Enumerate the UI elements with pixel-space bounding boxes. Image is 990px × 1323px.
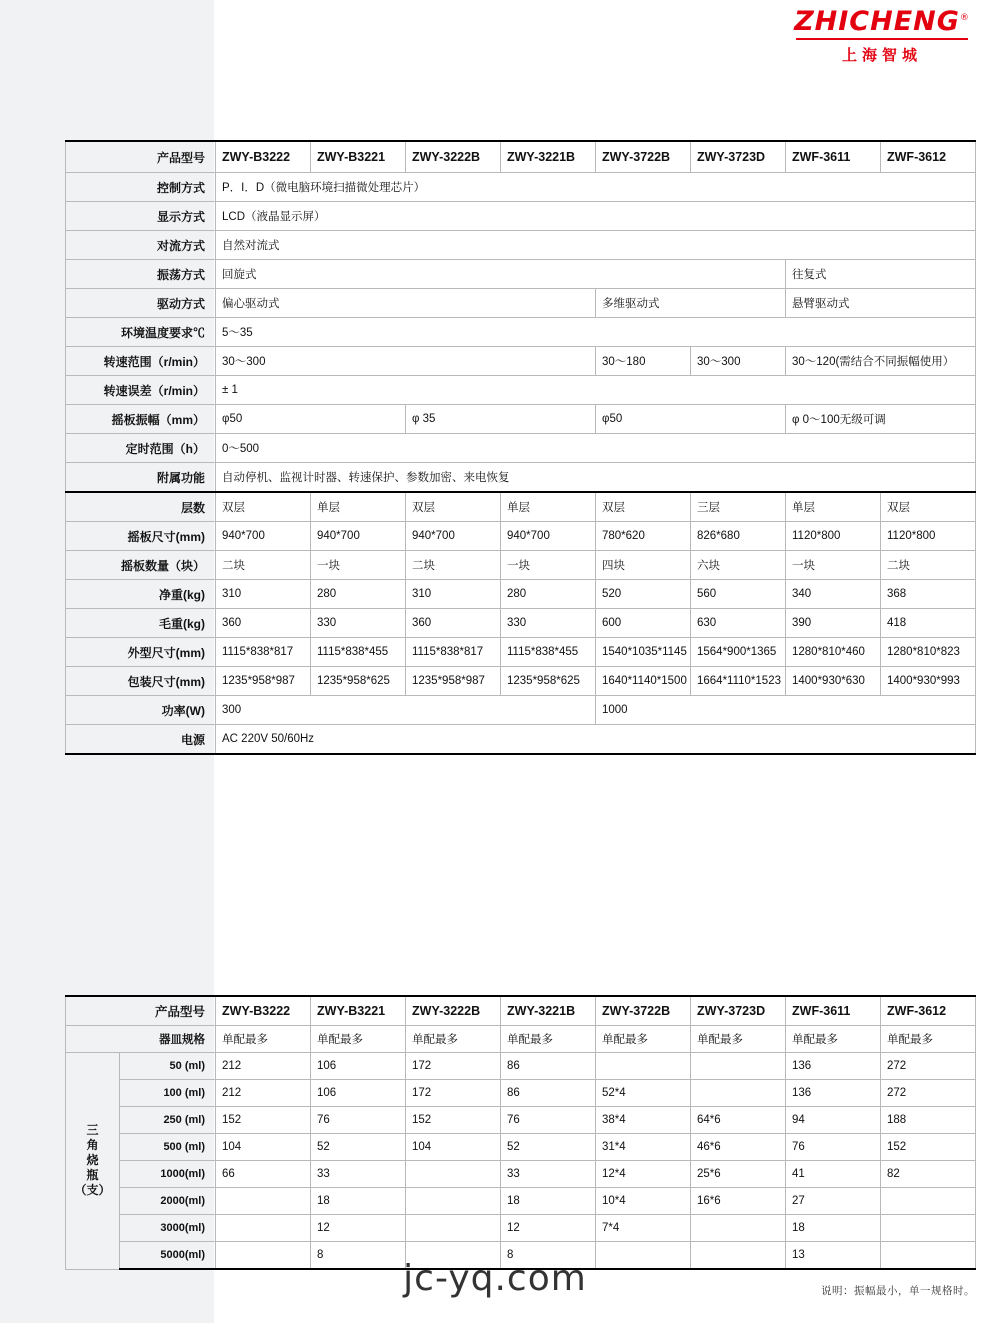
company-logo bbox=[792, 8, 972, 65]
flask-value: 16*6 bbox=[691, 1188, 786, 1215]
table-row bbox=[66, 1161, 976, 1188]
flask-header-row bbox=[66, 996, 976, 1026]
flask-value: 272 bbox=[881, 1080, 976, 1107]
row-label: 振荡方式 bbox=[66, 260, 216, 289]
row-value: 600 bbox=[596, 609, 691, 638]
row-value: 340 bbox=[786, 580, 881, 609]
flask-side-label bbox=[66, 1053, 120, 1270]
table-row bbox=[66, 347, 976, 376]
row-value: 1400*930*993 bbox=[881, 667, 976, 696]
table-row bbox=[66, 667, 976, 696]
row-value: 多维驱动式 bbox=[596, 289, 786, 318]
row-value: 二块 bbox=[216, 551, 311, 580]
flask-value: 33 bbox=[311, 1161, 406, 1188]
flask-value: 8 bbox=[311, 1242, 406, 1270]
row-label: 定时范围（h） bbox=[66, 434, 216, 463]
row-label: 层数 bbox=[66, 492, 216, 522]
table-row bbox=[66, 318, 976, 347]
row-value: 360 bbox=[406, 609, 501, 638]
row-value: 1120*800 bbox=[881, 522, 976, 551]
flask-value: 104 bbox=[216, 1134, 311, 1161]
row-value: 30～300 bbox=[216, 347, 596, 376]
spec-model-3: ZWY-3221B bbox=[501, 141, 596, 173]
row-label: 摇板数量（块） bbox=[66, 551, 216, 580]
flask-value: 152 bbox=[406, 1107, 501, 1134]
logo-registered-mark: ® bbox=[959, 13, 970, 23]
table-row bbox=[66, 173, 976, 202]
table-row bbox=[66, 231, 976, 260]
table-row bbox=[66, 580, 976, 609]
flask-value: 52*4 bbox=[596, 1080, 691, 1107]
flask-spec-value: 单配最多 bbox=[406, 1026, 501, 1053]
row-label: 摇板尺寸(mm) bbox=[66, 522, 216, 551]
row-value: 偏心驱动式 bbox=[216, 289, 596, 318]
row-label: 电源 bbox=[66, 725, 216, 755]
table-row bbox=[66, 405, 976, 434]
flask-value: 33 bbox=[501, 1161, 596, 1188]
flask-header-label: 产品型号 bbox=[66, 996, 216, 1026]
row-value: 1640*1140*1500 bbox=[596, 667, 691, 696]
flask-value: 12*4 bbox=[596, 1161, 691, 1188]
table-row bbox=[66, 434, 976, 463]
row-value: 1235*958*625 bbox=[311, 667, 406, 696]
row-value: 780*620 bbox=[596, 522, 691, 551]
flask-model-1: ZWY-B3221 bbox=[311, 996, 406, 1026]
row-value: 940*700 bbox=[216, 522, 311, 551]
flask-model-5: ZWY-3723D bbox=[691, 996, 786, 1026]
row-value: 1235*958*987 bbox=[216, 667, 311, 696]
row-value: 1400*930*630 bbox=[786, 667, 881, 696]
flask-value: 212 bbox=[216, 1053, 311, 1080]
row-value: 1280*810*460 bbox=[786, 638, 881, 667]
flask-value: 76 bbox=[786, 1134, 881, 1161]
row-value: 280 bbox=[311, 580, 406, 609]
logo-subtitle: 上海智城 bbox=[841, 47, 922, 64]
row-value: φ50 bbox=[216, 405, 406, 434]
table-row bbox=[66, 1188, 976, 1215]
flask-spec-value: 单配最多 bbox=[881, 1026, 976, 1053]
flask-value: 272 bbox=[881, 1053, 976, 1080]
flask-value: 12 bbox=[311, 1215, 406, 1242]
flask-value: 152 bbox=[216, 1107, 311, 1134]
flask-value: 212 bbox=[216, 1080, 311, 1107]
row-value: 630 bbox=[691, 609, 786, 638]
flask-value bbox=[691, 1215, 786, 1242]
table-row bbox=[66, 202, 976, 231]
flask-spec-row bbox=[66, 1026, 976, 1053]
flask-value: 104 bbox=[406, 1134, 501, 1161]
row-label: 包装尺寸(mm) bbox=[66, 667, 216, 696]
table-row bbox=[66, 1215, 976, 1242]
row-value: 回旋式 bbox=[216, 260, 786, 289]
flask-value bbox=[881, 1188, 976, 1215]
flask-value: 25*6 bbox=[691, 1161, 786, 1188]
row-value: 1115*838*817 bbox=[216, 638, 311, 667]
table-row bbox=[66, 696, 976, 725]
flask-value: 46*6 bbox=[691, 1134, 786, 1161]
flask-value: 27 bbox=[786, 1188, 881, 1215]
row-value: 三层 bbox=[691, 492, 786, 522]
flask-value bbox=[406, 1188, 501, 1215]
row-value: 双层 bbox=[216, 492, 311, 522]
row-value: 1115*838*817 bbox=[406, 638, 501, 667]
flask-value: 41 bbox=[786, 1161, 881, 1188]
side-label-char-4: （支） bbox=[74, 1183, 111, 1198]
flask-model-4: ZWY-3722B bbox=[596, 996, 691, 1026]
spec-header-row bbox=[66, 141, 976, 173]
flask-size: 250 (ml) bbox=[120, 1107, 216, 1134]
spec-model-1: ZWY-B3221 bbox=[311, 141, 406, 173]
row-value: 单层 bbox=[501, 492, 596, 522]
row-value: ± 1 bbox=[216, 376, 976, 405]
flask-size: 5000(ml) bbox=[120, 1242, 216, 1270]
flask-value: 52 bbox=[311, 1134, 406, 1161]
flask-value: 66 bbox=[216, 1161, 311, 1188]
row-label: 控制方式 bbox=[66, 173, 216, 202]
spec-model-7: ZWF-3612 bbox=[881, 141, 976, 173]
row-value: AC 220V 50/60Hz bbox=[216, 725, 976, 755]
flask-value: 172 bbox=[406, 1080, 501, 1107]
flask-spec-value: 单配最多 bbox=[596, 1026, 691, 1053]
row-label: 毛重(kg) bbox=[66, 609, 216, 638]
row-label: 外型尺寸(mm) bbox=[66, 638, 216, 667]
flask-value: 152 bbox=[881, 1134, 976, 1161]
row-value: 1280*810*823 bbox=[881, 638, 976, 667]
side-label-char-3: 瓶 bbox=[86, 1168, 99, 1183]
flask-value: 18 bbox=[311, 1188, 406, 1215]
row-value: 0～500 bbox=[216, 434, 976, 463]
table-row bbox=[66, 638, 976, 667]
row-value: 310 bbox=[406, 580, 501, 609]
flask-value bbox=[691, 1053, 786, 1080]
flask-capacity-table bbox=[65, 995, 976, 1270]
row-value: 双层 bbox=[596, 492, 691, 522]
flask-value bbox=[216, 1215, 311, 1242]
flask-spec-label: 器皿规格 bbox=[66, 1026, 216, 1053]
flask-spec-value: 单配最多 bbox=[216, 1026, 311, 1053]
row-value: 单层 bbox=[311, 492, 406, 522]
table-row bbox=[66, 1134, 976, 1161]
row-value: 1235*958*625 bbox=[501, 667, 596, 696]
table-row bbox=[66, 289, 976, 318]
table-row bbox=[66, 376, 976, 405]
row-value: 双层 bbox=[881, 492, 976, 522]
side-label-char-1: 角 bbox=[86, 1138, 99, 1153]
flask-value: 82 bbox=[881, 1161, 976, 1188]
row-value: 280 bbox=[501, 580, 596, 609]
row-value: 自然对流式 bbox=[216, 231, 976, 260]
flask-value: 136 bbox=[786, 1080, 881, 1107]
row-value: 360 bbox=[216, 609, 311, 638]
row-value: LCD（液晶显示屏） bbox=[216, 202, 976, 231]
footer-note: 说明：振幅最小，单一规格时。 bbox=[821, 1285, 975, 1297]
side-label-char-0: 三 bbox=[86, 1123, 99, 1138]
row-value: 四块 bbox=[596, 551, 691, 580]
row-label: 转速范围（r/min） bbox=[66, 347, 216, 376]
row-value: 1115*838*455 bbox=[501, 638, 596, 667]
row-value: 940*700 bbox=[406, 522, 501, 551]
row-value: 1664*1110*1523 bbox=[691, 667, 786, 696]
flask-value: 76 bbox=[501, 1107, 596, 1134]
flask-value: 106 bbox=[311, 1053, 406, 1080]
row-value: φ 0～100无级可调 bbox=[786, 405, 976, 434]
flask-value bbox=[596, 1053, 691, 1080]
flask-value: 13 bbox=[786, 1242, 881, 1270]
row-value: 1000 bbox=[596, 696, 976, 725]
flask-value: 86 bbox=[501, 1053, 596, 1080]
row-label: 附属功能 bbox=[66, 463, 216, 493]
row-label: 摇板振幅（mm） bbox=[66, 405, 216, 434]
row-value: 940*700 bbox=[501, 522, 596, 551]
spec-model-5: ZWY-3723D bbox=[691, 141, 786, 173]
flask-value: 76 bbox=[311, 1107, 406, 1134]
table-row bbox=[66, 1107, 976, 1134]
row-value: 1115*838*455 bbox=[311, 638, 406, 667]
flask-value: 12 bbox=[501, 1215, 596, 1242]
row-value: 5～35 bbox=[216, 318, 976, 347]
flask-value bbox=[881, 1215, 976, 1242]
row-value: φ50 bbox=[596, 405, 786, 434]
flask-spec-value: 单配最多 bbox=[501, 1026, 596, 1053]
row-value: P．I．D（微电脑环境扫描微处理芯片） bbox=[216, 173, 976, 202]
row-value: 368 bbox=[881, 580, 976, 609]
row-value: 二块 bbox=[406, 551, 501, 580]
row-label: 对流方式 bbox=[66, 231, 216, 260]
flask-value bbox=[216, 1188, 311, 1215]
flask-value bbox=[406, 1215, 501, 1242]
row-label: 净重(kg) bbox=[66, 580, 216, 609]
table-row bbox=[66, 725, 976, 755]
specification-table bbox=[65, 140, 976, 755]
spec-model-0: ZWY-B3222 bbox=[216, 141, 311, 173]
table-row bbox=[66, 522, 976, 551]
table-row bbox=[66, 260, 976, 289]
flask-value: 38*4 bbox=[596, 1107, 691, 1134]
flask-size: 500 (ml) bbox=[120, 1134, 216, 1161]
row-value: 330 bbox=[501, 609, 596, 638]
logo-brand-text bbox=[792, 8, 972, 35]
flask-value: 31*4 bbox=[596, 1134, 691, 1161]
flask-value: 64*6 bbox=[691, 1107, 786, 1134]
row-value: 双层 bbox=[406, 492, 501, 522]
row-label: 功率(W) bbox=[66, 696, 216, 725]
row-value: φ 35 bbox=[406, 405, 596, 434]
row-value: 826*680 bbox=[691, 522, 786, 551]
row-value: 二块 bbox=[881, 551, 976, 580]
row-value: 自动停机、监视计时器、转速保护、参数加密、来电恢复 bbox=[216, 463, 976, 493]
row-value: 30～300 bbox=[691, 347, 786, 376]
flask-value bbox=[691, 1080, 786, 1107]
flask-model-2: ZWY-3222B bbox=[406, 996, 501, 1026]
spec-header-label: 产品型号 bbox=[66, 141, 216, 173]
row-label: 驱动方式 bbox=[66, 289, 216, 318]
row-value: 单层 bbox=[786, 492, 881, 522]
flask-size: 1000(ml) bbox=[120, 1161, 216, 1188]
flask-value: 52 bbox=[501, 1134, 596, 1161]
spec-model-2: ZWY-3222B bbox=[406, 141, 501, 173]
flask-model-0: ZWY-B3222 bbox=[216, 996, 311, 1026]
flask-value: 94 bbox=[786, 1107, 881, 1134]
row-value: 往复式 bbox=[786, 260, 976, 289]
flask-value: 18 bbox=[501, 1188, 596, 1215]
row-value: 1540*1035*1145 bbox=[596, 638, 691, 667]
row-value: 悬臂驱动式 bbox=[786, 289, 976, 318]
table-row bbox=[66, 551, 976, 580]
spec-model-6: ZWF-3611 bbox=[786, 141, 881, 173]
row-value: 30～180 bbox=[596, 347, 691, 376]
flask-value: 8 bbox=[501, 1242, 596, 1270]
flask-value: 18 bbox=[786, 1215, 881, 1242]
flask-value: 10*4 bbox=[596, 1188, 691, 1215]
row-value: 330 bbox=[311, 609, 406, 638]
spec-model-4: ZWY-3722B bbox=[596, 141, 691, 173]
row-value: 520 bbox=[596, 580, 691, 609]
row-value: 1235*958*987 bbox=[406, 667, 501, 696]
row-value: 一块 bbox=[786, 551, 881, 580]
row-value: 1120*800 bbox=[786, 522, 881, 551]
table-row bbox=[66, 492, 976, 522]
logo-brand-label: ZHICHENG bbox=[794, 6, 960, 37]
flask-size: 50 (ml) bbox=[120, 1053, 216, 1080]
row-value: 418 bbox=[881, 609, 976, 638]
row-value: 390 bbox=[786, 609, 881, 638]
row-value: 六块 bbox=[691, 551, 786, 580]
row-value: 一块 bbox=[501, 551, 596, 580]
row-value: 一块 bbox=[311, 551, 406, 580]
row-label: 环境温度要求℃ bbox=[66, 318, 216, 347]
row-label: 显示方式 bbox=[66, 202, 216, 231]
flask-value: 7*4 bbox=[596, 1215, 691, 1242]
flask-spec-value: 单配最多 bbox=[691, 1026, 786, 1053]
logo-divider bbox=[796, 38, 968, 40]
table-row bbox=[66, 609, 976, 638]
flask-value: 106 bbox=[311, 1080, 406, 1107]
flask-value: 86 bbox=[501, 1080, 596, 1107]
row-value: 1564*900*1365 bbox=[691, 638, 786, 667]
flask-size: 3000(ml) bbox=[120, 1215, 216, 1242]
row-value: 300 bbox=[216, 696, 596, 725]
flask-model-6: ZWF-3611 bbox=[786, 996, 881, 1026]
flask-size: 2000(ml) bbox=[120, 1188, 216, 1215]
flask-model-7: ZWF-3612 bbox=[881, 996, 976, 1026]
table-row bbox=[66, 1053, 976, 1080]
flask-spec-value: 单配最多 bbox=[311, 1026, 406, 1053]
flask-size: 100 (ml) bbox=[120, 1080, 216, 1107]
row-value: 310 bbox=[216, 580, 311, 609]
side-label-char-2: 烧 bbox=[86, 1153, 99, 1168]
flask-value bbox=[406, 1161, 501, 1188]
flask-value: 172 bbox=[406, 1053, 501, 1080]
table-row bbox=[66, 1080, 976, 1107]
row-value: 940*700 bbox=[311, 522, 406, 551]
row-label: 转速误差（r/min） bbox=[66, 376, 216, 405]
row-value: 30～120(需结合不同振幅使用） bbox=[786, 347, 976, 376]
row-value: 560 bbox=[691, 580, 786, 609]
flask-value: 188 bbox=[881, 1107, 976, 1134]
flask-value: 136 bbox=[786, 1053, 881, 1080]
watermark: jc-yq.com bbox=[403, 1258, 587, 1299]
flask-spec-value: 单配最多 bbox=[786, 1026, 881, 1053]
table-row bbox=[66, 463, 976, 493]
flask-model-3: ZWY-3221B bbox=[501, 996, 596, 1026]
